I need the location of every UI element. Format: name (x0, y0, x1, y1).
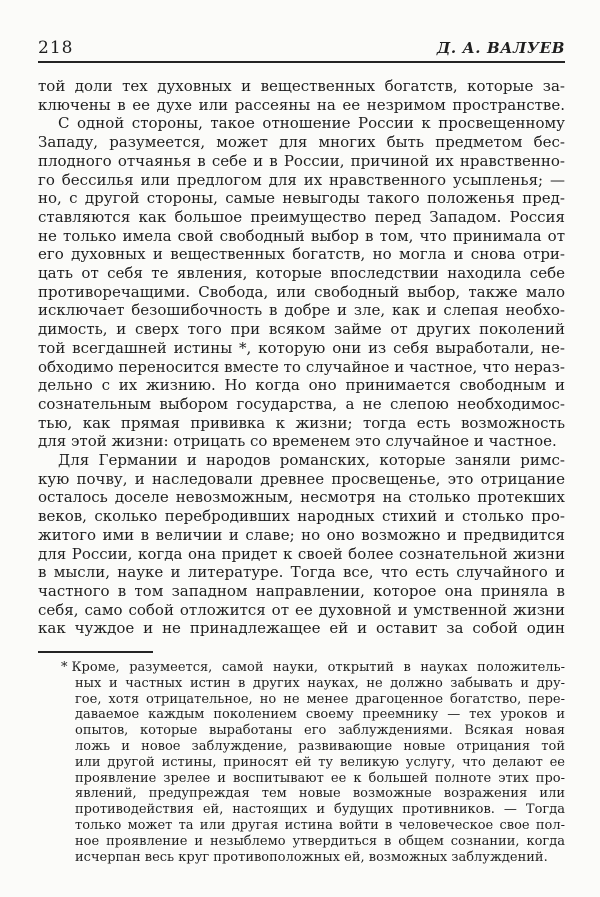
footnote-text-line: опытов, которые выработаны его заблуждениями. Всякая новая (75, 723, 565, 739)
body-text-line: веков, сколько перебродивших народных стихий и столько про- (38, 507, 565, 526)
body-text-line: тью, как прямая прививка к жизни; тогда есть возможность (38, 413, 565, 432)
body-text-line: как чуждое и не принадлежащее ей и оставит за собой один (38, 619, 565, 638)
footnote-text-line: гое, хотя отрицательное, но не менее драгоценное богатство, пере- (75, 691, 565, 707)
footnote-text-line: только может та или другая истина войти в человеческое свое пол- (75, 818, 565, 834)
body-text-line: не только имела свой свободный выбор в том, что принимала от (38, 226, 565, 245)
footnote-text-line: ложь и новое заблуждение, развивающие новые отрицания той (75, 739, 565, 755)
page-number: 218 (38, 38, 74, 58)
body-text-line: сознательным выбором государства, а не слепою необходимос- (38, 394, 565, 413)
body-text (38, 77, 565, 638)
body-text-line: частного в том западном направлении, которое она приняла в (38, 581, 565, 600)
body-text-line: дельно с их жизнию. Но когда оно принимается свободным и (38, 376, 565, 395)
body-text-line: но, с другой стороны, самые невыгоды такого положенья пред- (38, 189, 565, 208)
body-text-line: в мысли, науке и литературе. Тогда все, что есть случайного и (38, 563, 565, 582)
body-text-line: димость, и сверх того при всяком займе от других поколений (38, 320, 565, 339)
body-text-line: С одной стороны, такое отношение России к просвещенному (58, 114, 565, 133)
body-text-line: плодного отчаянья в себе и в России, причиной их нравственно- (38, 151, 565, 170)
running-head-author: Д. А. ВАЛУЕВ (436, 39, 565, 57)
footnote-text-line: даваемое каждым поколением своему преемнику — тех уроков и (75, 707, 565, 723)
body-text-line: исключает безошибочность в добре и зле, как и слепая необхо- (38, 301, 565, 320)
body-text-line: Для Германии и народов романских, которые заняли римс- (58, 451, 565, 470)
body-text-line: той всегдашней истины *, которую они из себя выработали, не- (38, 338, 565, 357)
body-text-line: Западу, разумеется, может для многих быть предметом бес- (38, 133, 565, 152)
body-text-line: осталось доселе невозможным, несмотря на столько протекших (38, 488, 565, 507)
body-text-line: ставляются как большое преимущество перед Западом. Россия (38, 207, 565, 226)
page-header (38, 38, 565, 63)
footnote (61, 660, 565, 865)
footnote-text-line: ное проявление и незыблемо утвердиться в общем сознании, когда (75, 833, 565, 849)
body-text-line: для этой жизни: отрицать со временем это случайное и частное. (38, 432, 557, 451)
body-text-line: кую почву, и наследовали древнее просвещенье, это отрицание (38, 469, 565, 488)
footnote-text-line: ных и частных истин в других науках, не должно забывать и дру- (75, 675, 565, 691)
body-text-line: житого ими в величии и славе; но оно возможно и предвидится (38, 525, 565, 544)
body-text-line: ключены в ее духе или рассеяны на ее незримом пространстве. (38, 95, 565, 114)
body-text-line: цать от себя те явления, которые впоследствии находила себе (38, 264, 565, 283)
footnote-text-line: проявление зрелее и воспитывают ее к большей полноте этих про- (75, 770, 565, 786)
body-text-line: той доли тех духовных и вещественных богатств, которые за- (38, 77, 565, 95)
body-text-line: обходимо переносится вместе то случайное и частное, что нераз- (38, 357, 565, 376)
body-text-line: для России, когда она придет к своей более сознательной жизни (38, 544, 565, 563)
body-text-line: себя, само собой отложится от ее духовной и умственной жизни (38, 600, 565, 619)
footnote-text-line: исчерпан весь круг противоположных ей, возможных заблуждений. (75, 849, 548, 865)
footnote-text-line: * Кроме, разумеется, самой науки, открытий в науках положитель- (61, 660, 565, 676)
body-text-line: противоречащими. Свобода, или свободный выбор, также мало (38, 282, 565, 301)
footnote-text-line: противодействия ей, настоящих и будущих противников. — Тогда (75, 802, 565, 818)
body-text-line: его духовных и вещественных богатств, но могла и снова отри- (38, 245, 565, 264)
footnote-text-line: явлений, предупреждая тем новые возможные возражения или (75, 786, 565, 802)
footnote-marker: * (61, 660, 68, 676)
footnote-text-line: или другой истины, приносят ей ту великую услугу, что делают ее (75, 754, 565, 770)
body-text-line: го бессилья или предлогом для их нравственного усыпленья; — (38, 170, 565, 189)
footnote-separator-rule (38, 651, 153, 653)
